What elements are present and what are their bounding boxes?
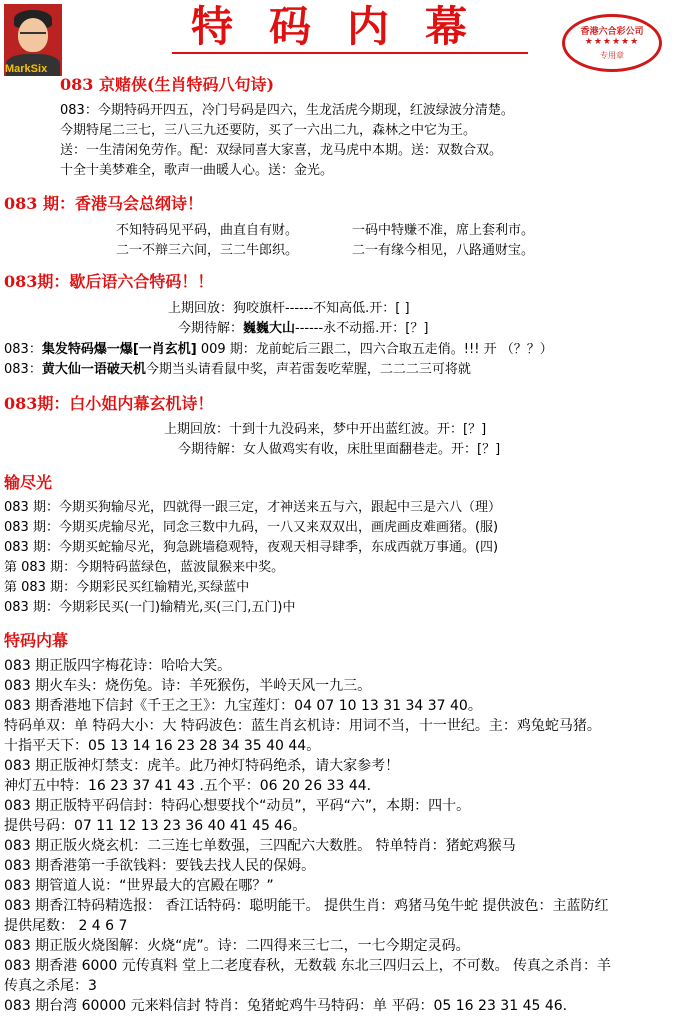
- s6-line-5: 十指平天下：05 13 14 16 23 28 34 35 40 44。: [4, 738, 321, 754]
- s6-line-12: 083 期管道人说：“世界最大的宫殿在哪？”: [4, 878, 274, 894]
- s6-line-14: 提供尾数： 2 4 6 7: [4, 918, 128, 934]
- s6-line-9: 提供号码：07 11 12 13 23 36 40 41 45 46。: [4, 818, 307, 834]
- s2-line-1b: 一码中特赚不准，席上套利市。: [352, 223, 535, 238]
- s6-line-7: 神灯五中特：16 23 37 41 43 .五个平：06 20 26 33 44.: [4, 778, 372, 794]
- s1-line-4: 十全十美梦难全，歌声一曲暖人心。送：金光。: [60, 163, 334, 178]
- page-title: 特码内幕: [190, 2, 503, 51]
- s6-line-18: 083 期台湾 60000 元来料信封 特肖：兔猪蛇鸡牛马特码：单 平码：05 16 23 31 45 46.: [4, 998, 568, 1014]
- s3-current-riddle: [178, 319, 428, 338]
- s3-hdx-text: 今期当头请看鼠中奖，声若雷轰吃荤腥，二二二三可将就: [145, 362, 471, 377]
- s5-line-1: 083 期：今期买狗输尽光，四就得一跟三定，才神送来五与六，跟起中三是六八（理）: [4, 500, 501, 515]
- s6-line-10: 083 期正版火烧玄机：二三连七单数强，三四配六大数胜。 特单特肖：猪蛇鸡猴马: [4, 838, 516, 854]
- s2-line-1a: 不知特码见平码，曲直自有财。: [116, 223, 299, 238]
- s6-line-11: 083 期香港第一手欲钱料：要钱去找人民的保姆。: [4, 858, 316, 874]
- section-title-shujinguang: 输尽光: [4, 473, 53, 492]
- s3-jifa-prefix: 083：: [4, 342, 42, 357]
- avatar-watermark: MarkSix: [5, 63, 48, 75]
- s4-current-riddle: 今期待解：女人做鸡实有收，床肚里面翻巷走。开：[？]: [178, 442, 501, 457]
- avatar: [4, 4, 62, 76]
- s6-line-4: 特码单双：单 特码大小：大 特码波色：蓝生肖玄机诗：用词不当，十一世纪。主：鸡兔蛇马猪。: [4, 718, 601, 734]
- s3-hdx-title: 黄大仙一语破天机: [41, 362, 146, 377]
- s3-current-label: 今期待解：: [178, 321, 244, 336]
- avatar-glasses: [20, 32, 46, 40]
- seal-label: 专用章: [600, 51, 624, 60]
- s3-huangdaxian-line: [4, 360, 471, 379]
- s1-line-2: 今期特尾二三七，三八三九还要防，买了一六出二九，森林之中它为王。: [60, 123, 477, 138]
- s3-current-keyword: 巍巍大山: [243, 321, 296, 336]
- s3-hdx-prefix: 083：: [4, 362, 42, 377]
- s6-line-16: 083 期香港 6000 元传真料 堂上二老度春秋，无数载 东北三四归云上，不可数。 传真之杀肖：羊: [4, 958, 612, 974]
- s6-line-17: 传真之杀尾：3: [4, 978, 97, 994]
- title-underline: [172, 52, 528, 54]
- s1-line-1: 083：今期特码开四五，冷门号码是四六，生龙活虎今期现，红波绿波分清楚。: [60, 103, 514, 118]
- section-title-jingduxia: 083 京赌侠(生肖特码八句诗): [60, 75, 275, 94]
- s1-line-3: 送：一生清闲免劳作。配：双绿同喜大家喜，龙马虎中本期。送：双数合双。: [60, 143, 503, 158]
- s3-current-rest: ------永不动摇.开：[？]: [295, 321, 429, 336]
- section-title-zonggang: 083 期：香港马会总纲诗！: [4, 194, 203, 213]
- s2-line-2a: 二一不辩三六间，三二牛郎织。: [116, 243, 299, 258]
- s5-line-5: 第 083 期：今期彩民买红输精光,买绿蓝中: [4, 580, 250, 595]
- s6-line-13: 083 期香江特码精选报： 香江话特码：聪明能干。 提供生肖：鸡猪马兔牛蛇 提供波色：主蓝防红: [4, 898, 609, 914]
- s5-line-2: 083 期：今期买虎输尽光，同念三数中九码，一八又来双双出，画虎画皮难画猪。(服): [4, 520, 499, 535]
- s6-line-15: 083 期正版火烧图解：火烧“虎”。诗：二四得来三七二，一七今期定灵码。: [4, 938, 470, 954]
- s5-line-6: 083 期：今期彩民买(一门)输精光,买(三门,五门)中: [4, 600, 296, 615]
- s6-line-3: 083 期香港地下信封《千王之王》：九宝莲灯：04 07 10 13 31 34 37 40。: [4, 698, 482, 714]
- s6-line-2: 083 期火车头：烧伤兔。诗：羊死猴伤，半岭天风一九三。: [4, 678, 372, 694]
- s5-line-3: 083 期：今期买蛇输尽光，狗急跳墙稳观特，夜观天相寻肆季，东成西就万事通。(四): [4, 540, 499, 555]
- seal-company-name: 香港六合彩公司: [580, 27, 644, 37]
- s3-jifa-title: 集发特码爆一爆[一肖玄机]: [41, 342, 197, 357]
- s6-line-1: 083 期正版四字梅花诗：哈哈大笑。: [4, 658, 232, 674]
- s6-line-6: 083 期正版神灯禁支：虎羊。此乃神灯特码绝杀，请大家参考！: [4, 758, 400, 774]
- section-title-xiehouyu: 083期：歇后语六合特码！！: [4, 272, 214, 291]
- section-title-temaneimu: 特码内幕: [4, 631, 69, 650]
- section-title-baixiaojie: 083期：白小姐内幕玄机诗！: [4, 394, 214, 413]
- s6-line-8: 083 期正版特平码信封：特码心想要找个“动员”，平码“六”，本期：四十。: [4, 798, 471, 814]
- s2-line-2b: 二一有缘今相见，八路通财宝。: [352, 243, 535, 258]
- company-seal: [562, 14, 662, 72]
- s3-last-result: 上期回放：狗咬旗杆------不知高低.开：[ ]: [168, 301, 410, 316]
- s3-jifa-line: [4, 340, 553, 359]
- s3-jifa-text: 009 期：龙前蛇后三跟二，四六合取五走俏。!!! 开 （？？）: [196, 342, 553, 357]
- s5-line-4: 第 083 期：今期特码蓝绿色，蓝波鼠猴来中奖。: [4, 560, 285, 575]
- seal-stars: ★★★★★★: [584, 37, 640, 47]
- s4-last-result: 上期回放：十到十九没码来，梦中开出蓝红波。开：[？]: [164, 422, 487, 437]
